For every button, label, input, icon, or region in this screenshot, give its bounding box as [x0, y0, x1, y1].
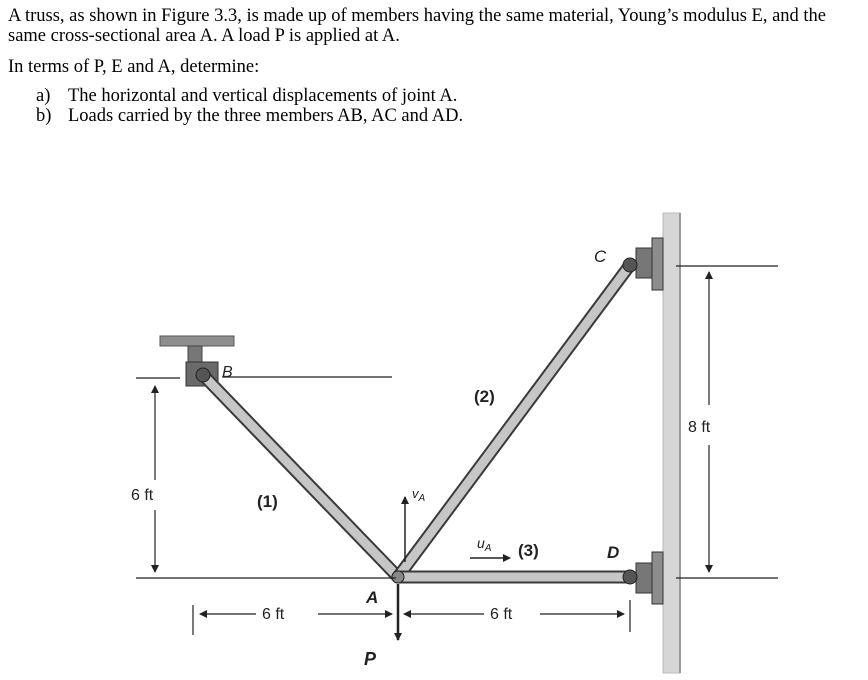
- label-member-3: (3): [518, 541, 539, 560]
- joint-a: [392, 571, 404, 583]
- label-dim-left: 6 ft: [131, 487, 154, 504]
- label-disp-v: $v_A$: [412, 486, 426, 504]
- bracket-c: [636, 238, 663, 290]
- label-load-p: P: [364, 649, 377, 669]
- label-c: C: [594, 247, 607, 266]
- problem-ask: In terms of P, E and A, determine:: [8, 57, 260, 77]
- question-list: [8, 86, 866, 126]
- truss-figure: [0, 190, 868, 680]
- member-ac: [398, 265, 630, 577]
- label-dim-right: 8 ft: [688, 419, 711, 436]
- question-a: [36, 86, 866, 106]
- question-b: [36, 106, 866, 126]
- label-member-1: (1): [257, 492, 278, 511]
- question-a-text: The horizontal and vertical displacements of joint A.: [68, 86, 458, 106]
- label-disp-u: $u_A$: [477, 535, 492, 554]
- member-ab: [203, 375, 398, 577]
- dim-bottom: [193, 600, 630, 635]
- label-d: D: [607, 543, 620, 562]
- label-dim-bottom-right: 6 ft: [490, 606, 513, 623]
- wall-support: [663, 213, 680, 673]
- label-dim-bottom-left: 6 ft: [262, 606, 285, 623]
- label-member-2: (2): [474, 387, 495, 406]
- label-a: A: [366, 588, 379, 607]
- pin-c: [623, 258, 637, 272]
- bracket-d: [636, 552, 663, 604]
- problem-intro: A truss, as shown in Figure 3.3, is made up of members having the same material, Young’s modulus E, and the same cross-sectional area A. A load P is applied at A.: [8, 6, 827, 46]
- truss-diagram: [0, 190, 868, 680]
- problem-statement: [8, 6, 866, 126]
- pin-b: [196, 368, 210, 382]
- question-b-label: b): [36, 106, 52, 126]
- label-b: B: [222, 364, 233, 381]
- pin-d: [623, 570, 637, 584]
- question-b-text: Loads carried by the three members AB, AC and AD.: [68, 106, 464, 126]
- question-a-label: a): [36, 86, 51, 106]
